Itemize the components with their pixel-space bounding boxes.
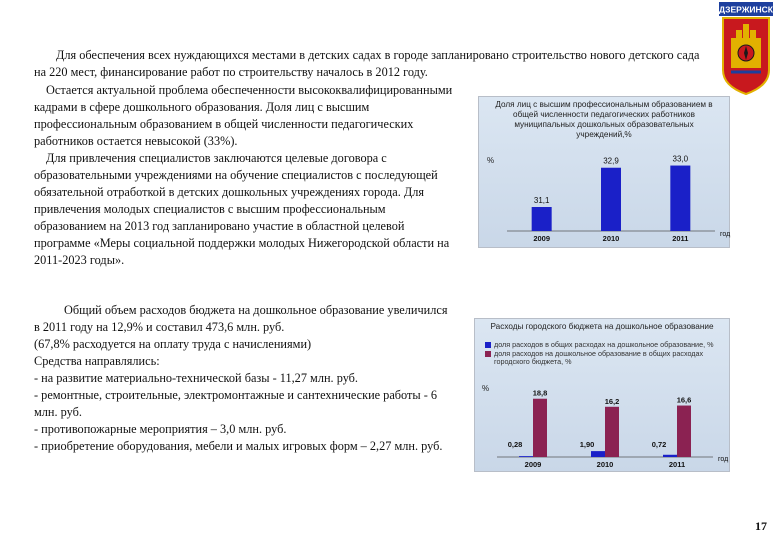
- budget-item: - на развитие материально-технической базы - 11,27 млн. руб.: [34, 371, 359, 385]
- bar-value-label: 33,0: [672, 154, 689, 164]
- x-tick-label: 2009: [533, 234, 551, 243]
- bar-value-label: 1,90: [579, 440, 595, 449]
- bar-value-label: 16,2: [604, 396, 620, 406]
- bar: [663, 455, 677, 457]
- bar: [591, 451, 605, 457]
- chart-staff-education: [478, 96, 730, 248]
- x-axis-label: год: [720, 231, 731, 238]
- emblem-shield-icon: [717, 0, 775, 98]
- chart-title: Доля лиц с высшим профессиональным образованием в общей численности педагогических работников муниципальных дошкольных образовательных учреждений,%: [495, 100, 713, 139]
- chart-budget-spending: [474, 318, 730, 472]
- chart-title: Расходы городского бюджета на дошкольное образование: [490, 322, 714, 331]
- staff-paragraph-1: Остается актуальной проблема обеспеченности высококвалифицированными кадрами в сфере дошкольного образования. Доля лиц с высшим профессиональным образованием в общей численности педагогических работников остается невысокой (33%).: [34, 83, 453, 148]
- bar: [601, 168, 621, 231]
- bar: [605, 407, 619, 457]
- x-tick-label: 2011: [668, 460, 686, 469]
- intro-paragraph: Для обеспечения всех нуждающихся местами в детских садах в городе запланировано строительство нового детского сада на 220 мест, финансирование работ по строительству началось в 2012 году.: [34, 48, 700, 79]
- bar: [670, 166, 690, 231]
- city-emblem: [717, 0, 775, 98]
- budget-item: - приобретение оборудования, мебели и малых игровых форм – 2,27 млн. руб.: [34, 439, 443, 453]
- bar: [677, 406, 691, 457]
- bar-value-label: 18,8: [532, 388, 548, 398]
- bar-value-label: 0,28: [507, 440, 523, 449]
- chart-budget-spending-plot: [475, 319, 729, 471]
- x-tick-label: 2011: [672, 234, 689, 243]
- emblem-city-name: ДЗЕРЖИНСК: [719, 4, 773, 15]
- budget-paragraph-3: Средства направлялись:: [34, 354, 160, 368]
- staff-section: [34, 82, 459, 269]
- staff-paragraph-2: Для привлечения специалистов заключаются целевые договора с образовательными учреждениями на обучение специалистов с последующей обязательной отработкой в детских дошкольных учреждениях города. Для привлечения молодых специалистов с высшим профессиональным образованием на 2013 год запланировано участие в областной целевой программе «Меры социальной поддержки молодых Нижегородской области на 2011-2023 годы».: [34, 151, 450, 267]
- x-tick-label: 2010: [602, 234, 620, 243]
- bar: [519, 456, 533, 457]
- bar: [532, 207, 552, 231]
- bar-value-label: 32,9: [603, 156, 619, 166]
- budget-section: [34, 302, 454, 455]
- legend-label: доля расходов в общих расходах на дошкольное образование, %: [494, 340, 714, 349]
- y-axis-label: %: [482, 384, 490, 393]
- x-tick-label: 2009: [524, 460, 542, 469]
- legend-label: доля расходов на дошкольное образование в общих расходах городского бюджета, %: [494, 348, 704, 366]
- bar-value-label: 0,72: [651, 440, 667, 449]
- bar-value-label: 16,6: [676, 395, 692, 405]
- budget-paragraph-1: Общий объем расходов бюджета на дошкольное образование увеличился в 2011 году на 12,9% и составил 473,6 млн. руб.: [34, 303, 448, 334]
- bar-value-label: 31,1: [533, 196, 550, 205]
- budget-item: - ремонтные, строительные, электромонтажные и сантехнические работы - 6 млн. руб.: [34, 388, 438, 419]
- x-tick-label: 2010: [596, 460, 614, 469]
- bar: [533, 399, 547, 457]
- page-number: 17: [755, 519, 767, 533]
- y-axis-label: %: [487, 156, 495, 165]
- budget-item: - противопожарные мероприятия – 3,0 млн. руб.: [34, 422, 287, 436]
- x-axis-label: год: [718, 456, 729, 463]
- chart-staff-education-plot: [479, 97, 729, 247]
- budget-paragraph-2: (67,8% расходуется на оплату труда с начислениями): [34, 337, 312, 351]
